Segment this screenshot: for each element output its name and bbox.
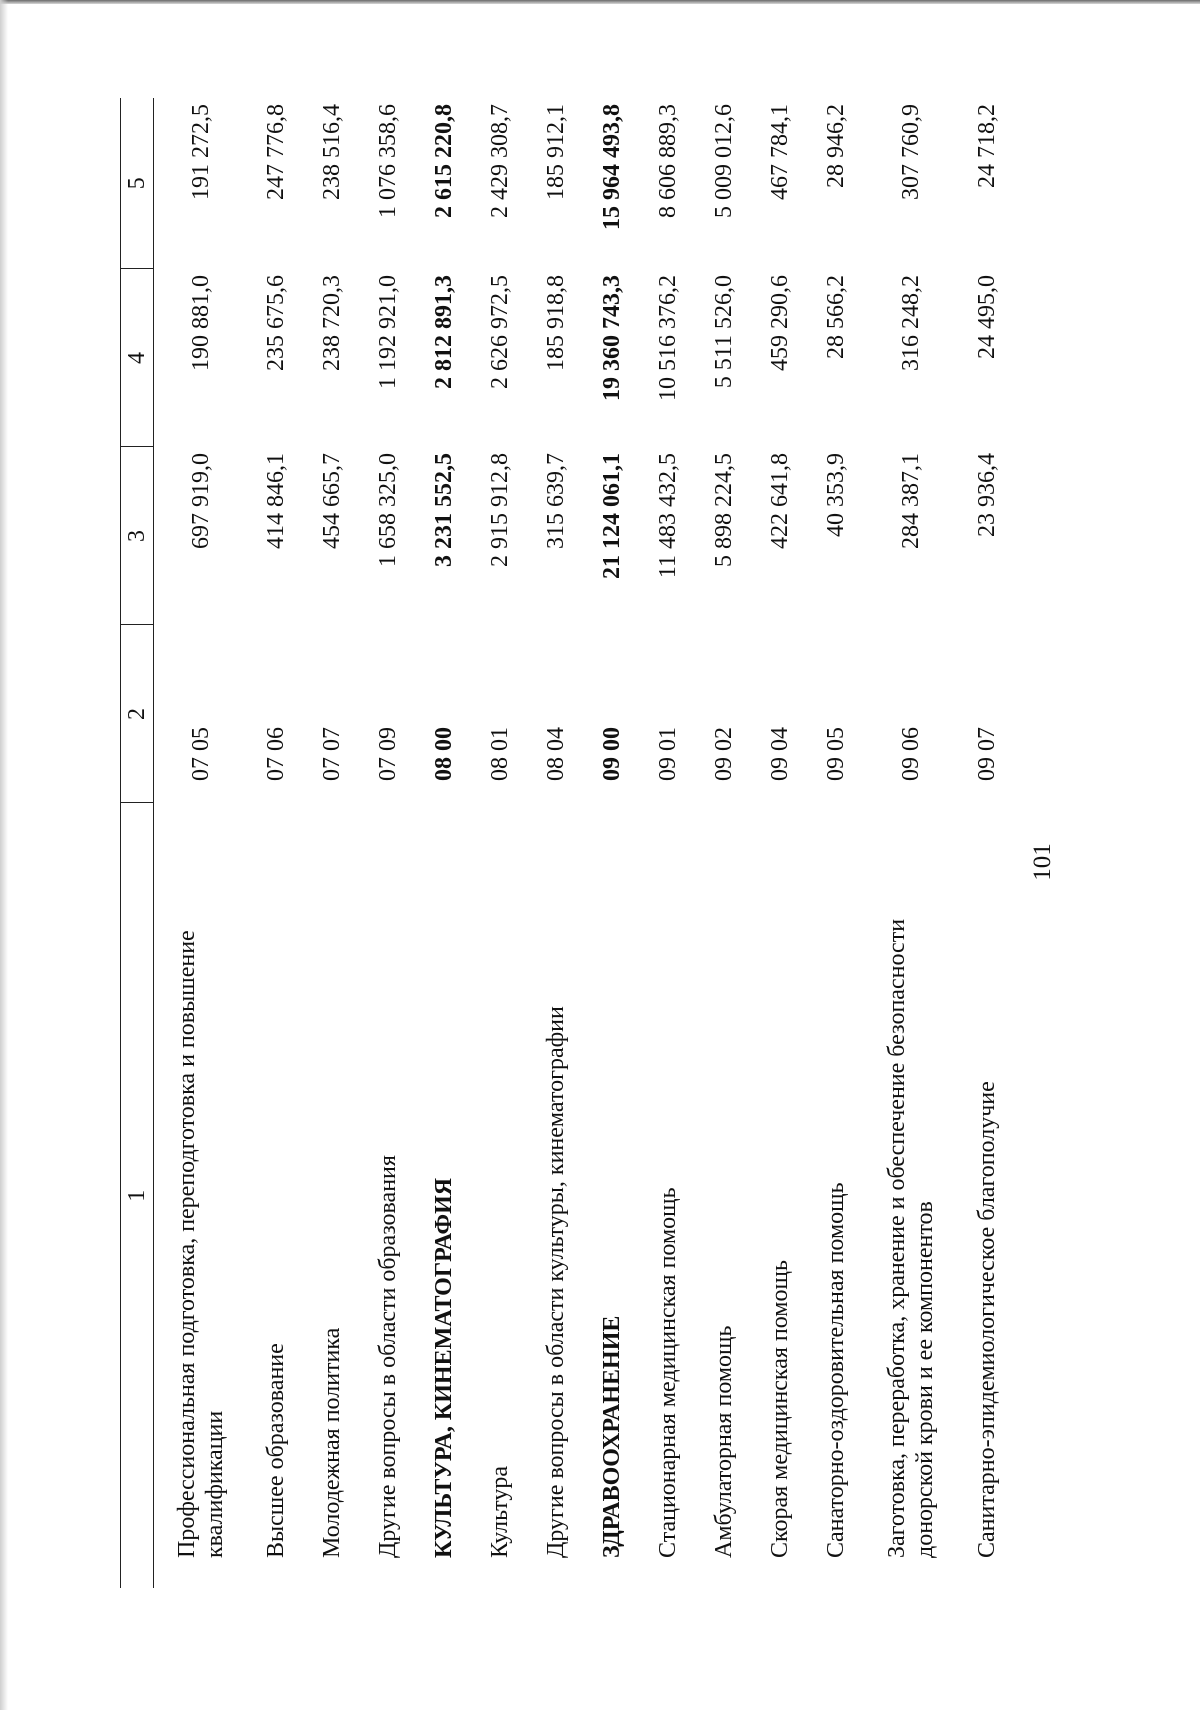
table-row [472, 98, 528, 1588]
row-code-cell: 08 00 [430, 727, 457, 781]
row-code-cell: 08 04 [542, 727, 569, 781]
row-name-cell: ЗДРАВООХРАНЕНИЕ [598, 1315, 625, 1558]
table-body [154, 98, 1016, 1588]
row-name-cell: Стационарная медицинская помощь [654, 1187, 681, 1558]
row-code-cell: 09 04 [766, 727, 793, 781]
row-value-col4: 459 290,6 [766, 275, 793, 371]
header-col-2: 2 [121, 625, 154, 803]
table-row [304, 98, 360, 1588]
row-value-col5: 467 784,1 [766, 104, 793, 200]
scan-edge-top [0, 0, 1200, 4]
row-value-col3: 454 665,7 [318, 453, 345, 549]
header-row [121, 98, 154, 1588]
row-value-col3: 422 641,8 [766, 453, 793, 549]
table-row [248, 98, 304, 1588]
row-value-col4: 28 566,2 [822, 275, 849, 359]
row-value-col4: 2 812 891,3 [430, 275, 457, 389]
row-name-cell: КУЛЬТУРА, КИНЕМАТОГРАФИЯ [430, 1177, 457, 1558]
row-value-col4: 5 511 526,0 [710, 275, 737, 389]
row-value-col5: 238 516,4 [318, 104, 345, 200]
table-row [416, 98, 472, 1588]
rotated-table-area [120, 98, 1080, 1588]
table-row [752, 98, 808, 1588]
table-row [808, 98, 864, 1588]
row-code-cell: 08 01 [486, 727, 513, 781]
table-row [864, 98, 958, 1588]
row-value-col4: 235 675,6 [262, 275, 289, 371]
row-value-col5: 24 718,2 [973, 104, 1000, 188]
row-value-col3: 23 936,4 [973, 453, 1000, 537]
row-name-cell: Амбулаторная помощь [710, 1325, 737, 1558]
page-number: 101 [1029, 843, 1056, 881]
header-col-4: 4 [121, 269, 154, 447]
row-value-col5: 2 429 308,7 [486, 104, 513, 218]
row-value-col4: 10 516 376,2 [654, 275, 681, 401]
row-value-col4: 316 248,2 [897, 275, 924, 371]
row-value-col3: 2 915 912,8 [486, 453, 513, 567]
row-code-cell: 09 05 [822, 727, 849, 781]
row-code-cell: 07 09 [374, 727, 401, 781]
row-name-cell: Профессиональная подготовка, переподготовка и повышение квалификации [173, 930, 228, 1558]
row-name-cell: Культура [486, 1466, 513, 1558]
header-col-1: 1 [121, 803, 154, 1588]
row-value-col5: 28 946,2 [822, 104, 849, 188]
row-name-cell: Высшее образование [262, 1343, 289, 1558]
row-value-col4: 24 495,0 [973, 275, 1000, 359]
table-row [584, 98, 640, 1588]
row-value-col5: 191 272,5 [187, 104, 214, 200]
row-code-cell: 09 06 [897, 727, 924, 781]
row-value-col4: 19 360 743,3 [598, 275, 625, 401]
row-name-cell: Молодежная политика [318, 1327, 345, 1558]
row-name-cell: Скорая медицинская помощь [766, 1260, 793, 1558]
row-value-col4: 2 626 972,5 [486, 275, 513, 389]
row-value-col5: 247 776,8 [262, 104, 289, 200]
row-value-col3: 697 919,0 [187, 453, 214, 549]
row-value-col5: 8 606 889,3 [654, 104, 681, 218]
row-value-col5: 307 760,9 [897, 104, 924, 200]
budget-table [120, 98, 1016, 1588]
row-value-col3: 40 353,9 [822, 453, 849, 537]
row-value-col3: 1 658 325,0 [374, 453, 401, 567]
row-value-col5: 15 964 493,8 [598, 104, 625, 230]
row-name-cell: Другие вопросы в области образования [374, 1155, 401, 1558]
row-value-col3: 315 639,7 [542, 453, 569, 549]
header-col-3: 3 [121, 447, 154, 625]
scan-edge-left [0, 0, 8, 1710]
row-value-col4: 185 918,8 [542, 275, 569, 371]
table-row [958, 98, 1016, 1588]
row-value-col3: 5 898 224,5 [710, 453, 737, 567]
row-code-cell: 07 06 [262, 727, 289, 781]
row-value-col4: 1 192 921,0 [374, 275, 401, 389]
row-value-col5: 2 615 220,8 [430, 104, 457, 218]
table-row [696, 98, 752, 1588]
row-value-col5: 185 912,1 [542, 104, 569, 200]
row-name-cell: Санитарно-эпидемиологическое благополучие [973, 1081, 1000, 1558]
row-code-cell: 09 00 [598, 727, 625, 781]
row-value-col4: 190 881,0 [187, 275, 214, 371]
row-code-cell: 07 07 [318, 727, 345, 781]
row-value-col3: 11 483 432,5 [654, 453, 681, 579]
row-name-cell: Заготовка, переработка, хранение и обеспечение безопасности донорской крови и ее компонентов [883, 918, 938, 1558]
table-header [121, 98, 154, 1588]
row-code-cell: 09 01 [654, 727, 681, 781]
row-value-col3: 284 387,1 [897, 453, 924, 549]
row-name-cell: Санаторно-оздоровительная помощь [822, 1182, 849, 1558]
row-value-col3: 414 846,1 [262, 453, 289, 549]
row-value-col3: 21 124 061,1 [598, 453, 625, 579]
row-value-col5: 5 009 012,6 [710, 104, 737, 218]
row-value-col3: 3 231 552,5 [430, 453, 457, 567]
table-row [360, 98, 416, 1588]
row-value-col5: 1 076 358,6 [374, 104, 401, 218]
header-col-5: 5 [121, 98, 154, 269]
row-code-cell: 09 02 [710, 727, 737, 781]
table-row [640, 98, 696, 1588]
row-code-cell: 07 05 [187, 727, 214, 781]
table-row [154, 98, 248, 1588]
table-row [528, 98, 584, 1588]
row-code-cell: 09 07 [973, 727, 1000, 781]
row-value-col4: 238 720,3 [318, 275, 345, 371]
row-name-cell: Другие вопросы в области культуры, кинематографии [542, 1006, 569, 1558]
